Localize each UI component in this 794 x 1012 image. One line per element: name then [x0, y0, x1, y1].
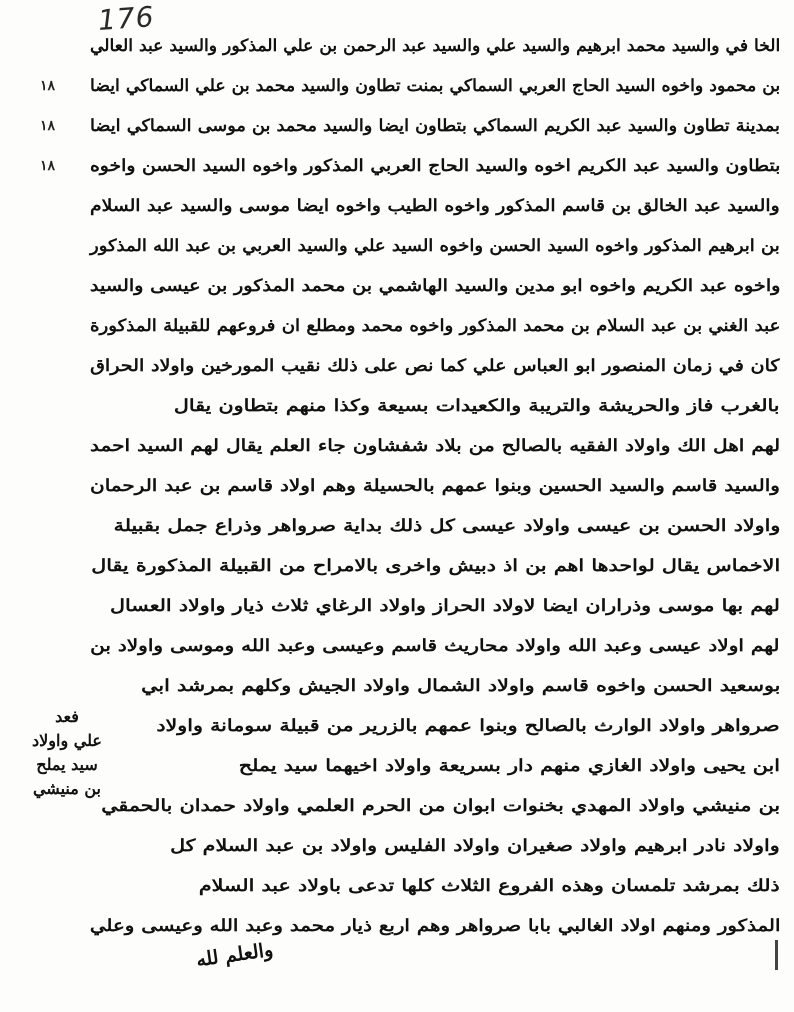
manuscript-line: [40, 746, 780, 786]
manuscript-line-text: بن منيشي واولاد المهدي بخنوات ابوان من الحرم العلمي واولاد حمدان بالحمقي: [101, 796, 780, 815]
manuscript-line: [40, 306, 780, 346]
manuscript-line-text: بوسعيد الحسن واخوه قاسم واولاد الشمال واولاد الجيش وكلهم بمرشد ابي: [140, 676, 780, 695]
manuscript-line-text: لهم اهل الك واولاد الفقيه بالصالح من بلاد شفشاون جاء العلم يقال لهم السيد احمد: [89, 436, 780, 455]
manuscript-line: [40, 466, 780, 506]
manuscript-line: [40, 786, 780, 826]
manuscript-line: [40, 866, 780, 906]
line-marker: ١٨: [40, 118, 56, 134]
manuscript-line-text: ذلك بمرشد تلمسان وهذه الفروع الثلاث كلها تدعى باولاد عبد السلام: [199, 876, 780, 895]
manuscript-line: [40, 706, 780, 746]
manuscript-line-text: والسيد عبد الخالق بن قاسم المذكور واخوه الطيب واخوه ايضا موسى والسيد عبد السلام: [90, 196, 780, 215]
manuscript-line-text: واخوه عبد الكريم واخوه ابو مدين والسيد الهاشمي بن محمد المذكور بن عيسى والسيد: [89, 276, 780, 295]
manuscript-line: [40, 346, 780, 386]
manuscript-line-text: الخا في والسيد محمد ابرهيم والسيد علي والسيد عبد الرحمن بن علي المذكور والسيد عبد العالي: [89, 36, 780, 55]
manuscript-line-text: بمدينة تطاون والسيد عبد الكريم السماكي بتطاون ايضا والسيد محمد بن موسى السماكي ايضا: [90, 116, 780, 135]
manuscript-line: [40, 506, 780, 546]
manuscript-line-text: بالغرب فاز والحريشة والتريبة والكعيدات بسيعة وكذا منهم بتطاون يقال: [174, 396, 780, 415]
page-number: 176: [96, 0, 156, 37]
manuscript-line: [40, 826, 780, 866]
manuscript-line-text: والسيد قاسم والسيد الحسين وبنوا عمهم بالحسيلة وهم اولاد قاسم بن عبد الرحمان: [90, 476, 780, 495]
margin-note-line: سيد يملح: [36, 755, 98, 774]
manuscript-line: [40, 666, 780, 706]
manuscript-line-text: بن ابرهيم المذكور واخوه السيد الحسن واخوه السيد علي والسيد العربي بن عبد الله المذكور: [90, 236, 780, 255]
manuscript-line: [40, 546, 780, 586]
manuscript-line-text: واولاد الحسن بن عيسى واولاد عيسى كل ذلك بداية صرواهر وذراع جمل بقبيلة: [113, 516, 780, 535]
manuscript-line-text: بن محمود واخوه السيد الحاج العربي السماكي بمنت تطاون والسيد محمد بن علي السماكي ايضا: [89, 76, 780, 95]
manuscript-line: [40, 226, 780, 266]
manuscript-line: [40, 626, 780, 666]
manuscript-line: [40, 586, 780, 626]
manuscript-line-text: واولاد نادر ابرهيم واولاد صغيران واولاد الفليس واولاد بن عبد السلام كل: [170, 836, 780, 855]
margin-note-line: علي واولاد: [32, 731, 102, 750]
line-marker: ١٨: [40, 78, 56, 94]
manuscript-line-text: لهم بها موسى وذراران ايضا لاولاد الحراز واولاد الرغاي ثلاث ذيار واولاد العسال: [110, 596, 780, 615]
manuscript-line-text: كان في زمان المنصور ابو العباس علي كما نص على ذلك نقيب المورخين واولاد الحراق: [90, 356, 780, 375]
manuscript-line: [40, 426, 780, 466]
manuscript-line-text: بتطاون والسيد عبد الكريم اخوه والسيد الحاج العربي المذكور واخوه السيد الحسن واخوه: [89, 156, 780, 175]
manuscript-line-text: عبد الغني بن عبد السلام بن محمد المذكور واخوه محمد ومطلع ان فروعهم للقبيلة المذكورة: [89, 316, 780, 335]
manuscript-line: [40, 66, 780, 106]
manuscript-line: [40, 106, 780, 146]
line-marker: ١٨: [40, 158, 56, 174]
manuscript-line: [40, 266, 780, 306]
margin-note-line: بن منيشي: [32, 779, 102, 798]
manuscript-line-text: ابن يحيى واولاد الغازي منهم دار بسريعة واولاد اخيهما سيد يملح: [238, 756, 780, 775]
manuscript-line: [40, 906, 780, 946]
manuscript-line-text: لهم اولاد عيسى وعبد الله واولاد محاريث قاسم وعيسى وعبد الله وموسى واولاد بن: [90, 636, 780, 655]
stray-ink-mark: [775, 940, 778, 970]
manuscript-line-text: صرواهر واولاد الوارث بالصالح وبنوا عمهم بالزرير من قبيلة سومانة واولاد: [156, 716, 780, 735]
margin-note-line: فعد: [55, 707, 79, 726]
manuscript-line: [40, 26, 780, 66]
manuscript-line-text: المذكور ومنهم اولاد الغالبي بابا صرواهر وهم اربع ذيار محمد وعبد الله وعيسى وعلي: [89, 916, 780, 935]
manuscript-line-text: الاخماس يقال لواحدها اهم بن اذ دبيش واخرى بالامراح من القبيلة المذكورة يقال: [91, 556, 780, 575]
closing-phrase: والعلم لله: [194, 938, 275, 972]
manuscript-text-block: [40, 26, 780, 946]
margin-note: [8, 705, 126, 801]
manuscript-line: [40, 146, 780, 186]
manuscript-line: [40, 186, 780, 226]
manuscript-line: [40, 386, 780, 426]
